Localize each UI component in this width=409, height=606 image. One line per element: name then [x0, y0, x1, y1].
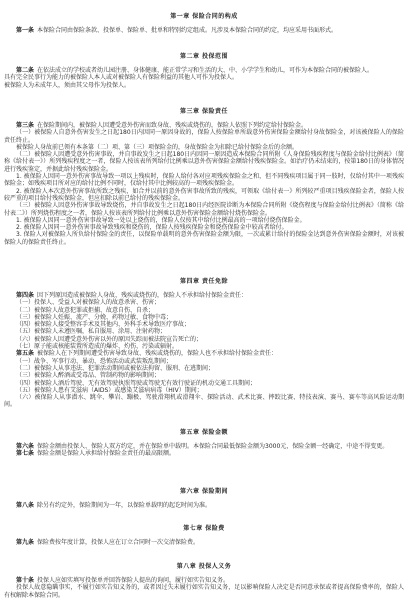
clause-paragraph: 3. 保险人对被保险人所负给付保险金的责任，以保险单载明的意外伤害保险金额为限，一次或累计给付的保险金达到意外伤害保险金额时，对该被保险人的保险责任终止。: [4, 231, 404, 246]
clause-item: （三）被保险人醉酒或受毒品、管制药物的影响期间；: [16, 372, 161, 380]
chapter-5: [4, 429, 404, 458]
clause-paragraph: 1. 被保险人因同一意外伤害事故导致一项以上残疾时，保险人给付各对应项残疾保险金之和，但不同残疾项目属于同一肢时，仅给付其中一项残疾保险金；如残疾项目所对应的给付比例不同时，仅给付其中比例较高的一项残疾保险金。: [4, 173, 404, 188]
clause-item: （二）被保险人从事违法、犯罪活动期间或被依法拘留、服刑、在逃期间；: [16, 364, 215, 372]
chapter-title: 第四章 责任免除: [179, 278, 229, 285]
article-text: 被保险人在下列期间遭受伤害导致身故、残疾或烧伤的，保险人也不承担给付保险金责任：: [37, 350, 278, 358]
clause-item: （七）原子能或核能装置所造成的爆炸、灼伤、污染或辐射。: [16, 343, 179, 351]
article-text: 除另有约定外，保险期间为一年，以保险单载明的起讫时间为准。: [37, 502, 212, 509]
article-number: 第八条: [16, 502, 35, 509]
clause-item: （五）被保险人未遵医嘱，私自服用、涂用、注射药物；: [16, 328, 167, 336]
article-number: 第六条: [16, 443, 35, 450]
clause-item: （二）被保险人故意犯罪或拒捕、故意自伤、自杀；: [16, 306, 155, 314]
clause-paragraph: 1. 被保险人因同一意外伤害事故导致一处以上烧伤的，保险人仅按其中给付比例最高的一项给付烧伤保险金。: [16, 216, 306, 224]
clause-item: （四）被保险人接受整容手术及其他内、外科手术导致医疗事故；: [16, 321, 191, 329]
article-text: 保险金额由投保人、保险人双方约定，并在保险单中载明。本保险合同最低保险金额为3000元，保险金额一经确定，中途不得变更。: [37, 443, 389, 450]
clause-item: （四）被保险人酒后驾驶、无有效驾驶执照驾驶或驾驶无有效行驶证的机动交通工具期间；: [16, 379, 257, 387]
article-text: 在依法成立的学校或者幼儿园注册、身体健康、能正常学习和生活的大、中、小学学生和幼儿，可作为本保险合同的被保险人。: [37, 67, 374, 74]
article-paragraph: [4, 450, 404, 457]
chapter-4: [4, 278, 404, 409]
chapter-title: 第七章 保险费: [183, 525, 225, 532]
chapter-title: 第三章 保险责任: [179, 108, 229, 115]
clause-paragraph: 2. 被保险人本次意外伤害事故所致之残疾，如合并以前的意外伤害事故所致的残疾，可领取《给付表一》所列较严重项目残疾保险金者，保险人按较严重的项目给付残疾保险金，但应扣除以前已给付的残疾保险金。: [4, 187, 404, 202]
chapter-1: [4, 13, 404, 34]
clause-item: （一）投保人、受益人对被保险人的故意杀害、伤害；: [16, 299, 161, 307]
article-paragraph: [4, 502, 404, 509]
article-number: 第一条: [16, 27, 35, 34]
clause-paragraph: 具有完全民事行为能力的被保险人本人或对被保险人有保险利益的其他人可作为投保人。: [4, 74, 239, 82]
article-number: 第九条: [16, 539, 35, 546]
clause-item: （六）被保险人从事潜水、跳伞、攀岩、蹦极、驾驶滑翔机或滑翔伞、探险活动、武术比赛、摔跤比赛、特技表演、赛马、赛车等高风险运动期间。: [4, 394, 404, 409]
article-text: 投保人应如实填写投保单并回答保险人提出的询问，履行如实告知义务。: [37, 577, 230, 584]
clause-paragraph: 被保险人身故前已领有本条第（二）项、第（三）项保险金的，身故保险金为扣除已给付保险金后的余额。: [16, 143, 299, 151]
article-paragraph: [4, 350, 404, 357]
chapter-title: 第六章 保险期间: [179, 488, 229, 495]
chapter-8: [4, 563, 404, 599]
clause-paragraph: 投保人故意隐瞒事实，不履行如实告知义务的，或者因过失未履行如实告知义务，足以影响保险人决定是否同意承保或者提高保险费率的，保险人有权解除本保险合同。: [4, 584, 404, 599]
clause-paragraph: 被保险人为未成年人，须由其父母作为投保人。: [4, 81, 131, 89]
article-text: 在保险期间内，被保险人因遭受意外伤害而致身故、残疾或烧伤的，保险人依照下列约定给付保险金。: [37, 122, 308, 129]
clause-paragraph: （三）被保险人因意外伤害事故导致烧伤，并自事故发生之日起180日内经医院诊断为本保险合同所附《烧伤程度与保险金给付比例表》（简称《给付表二》）所列烧伤程度之一者，保险人按该表所列给付比例乘以意外伤害保险金额给付烧伤保险金。: [4, 202, 404, 217]
chapter-3: [4, 108, 404, 246]
chapter-title: 第二章 投保范围: [179, 53, 229, 60]
article-text: 保险费按年度计算，投保人应在订立合同时一次交清保险费。: [37, 539, 200, 546]
article-text: 因下列原因造成被保险人身故、残疾或烧伤的，保险人不承担给付保险金责任：: [37, 292, 248, 299]
article-number: 第七条: [16, 450, 35, 458]
chapter-6: [4, 488, 404, 509]
clause-item: （六）被保险人因遭受意外伤害以外的原因失踪而被法院宣告死亡的；: [16, 335, 203, 343]
clause-paragraph: （一）被保险人自意外伤害发生之日起180日内因同一原因身故的，保险人按保险单所载意外伤害保险金额给付身故保险金，对该被保险人的保险责任终止。: [4, 129, 404, 144]
clause-item: （一）战争、军事行动、暴动、恐怖活动或武装叛乱期间；: [16, 357, 173, 365]
article-text: 保险金额是保险人承担给付保险金责任的最高限额。: [37, 450, 176, 458]
chapter-2: [4, 53, 404, 89]
article-number: 第三条: [16, 122, 35, 129]
clause-paragraph: 2. 被保险人因同一意外伤害事故导致残疾和烧伤的，保险人按残疾保险金和烧伤保险金中较高者给付。: [16, 224, 288, 232]
article-paragraph: [4, 539, 404, 546]
article-number: 第五条: [16, 350, 35, 358]
clause-item: （五）被保险人患有艾滋病（AIDS）或感染艾滋病病毒（HIV）期间；: [16, 386, 203, 394]
chapter-title: 第五章 保险金额: [179, 429, 229, 436]
clause-item: （三）被保险人妊娠、流产、分娩、药物过敏、食物中毒；: [16, 313, 173, 321]
chapter-title: 第一章 保险合同的构成: [170, 13, 238, 20]
clause-paragraph: （二）被保险人因遭受意外伤害事故，并自事故发生之日起180日内因同一原因造成本保险合同所附《人身保险残疾程度与保险金给付比例表》（简称《给付表一》）所列残疾程度之一者，保险人按该表所列给付比例乘以意外伤害保险金额给付残疾保险金。如治疗仍未结束的，按第180日的身体情况进行残疾鉴定，并据此给付残疾保险金。: [4, 151, 404, 173]
article-number: 第十条: [16, 577, 35, 584]
chapter-title: 第八章 投保人义务: [176, 563, 232, 570]
article-paragraph: [4, 27, 404, 34]
article-text: 本保险合同由保险条款、投保单、保险单、批单和特别约定组成。凡涉及本保险合同的约定，均应采用书面形式。: [37, 27, 338, 34]
article-number: 第二条: [16, 67, 35, 74]
article-number: 第四条: [16, 292, 35, 299]
chapter-7: [4, 525, 404, 546]
